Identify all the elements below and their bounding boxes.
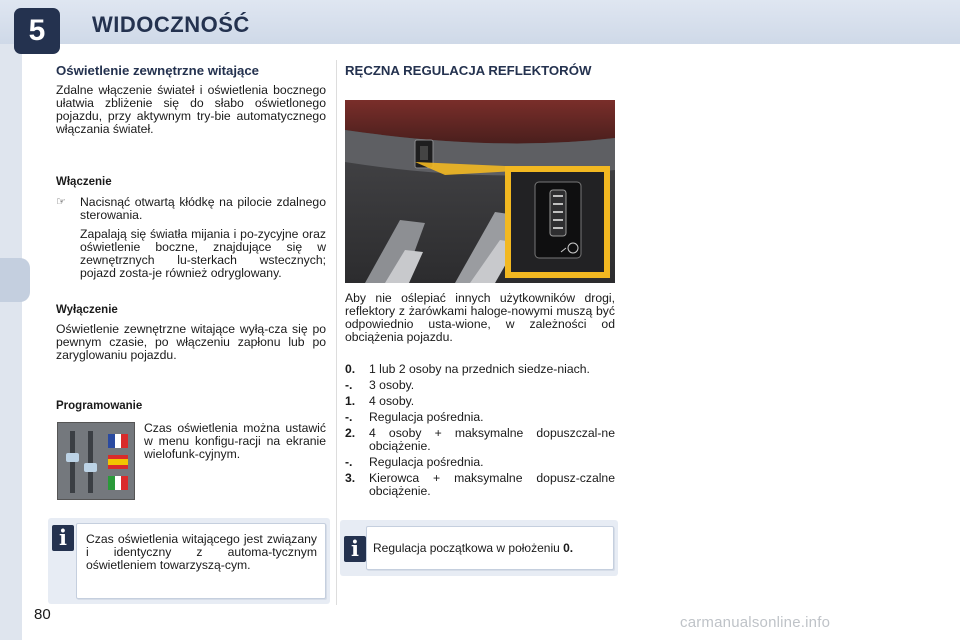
load-position-key: 3. bbox=[345, 471, 356, 485]
load-position-text: 1 lub 2 osoby na przednich siedze-niach. bbox=[369, 362, 590, 376]
load-position-key: -. bbox=[345, 410, 353, 424]
subheading-switching-on: Włączenie bbox=[56, 176, 112, 188]
load-position-list bbox=[345, 363, 615, 501]
load-position-text: 3 osoby. bbox=[369, 378, 415, 392]
side-rail-tab bbox=[0, 258, 30, 302]
load-position-key: 2. bbox=[345, 426, 356, 440]
switching-on-step-text: Nacisnąć otwartą kłódkę na pilocie zdalnego sterowania. bbox=[80, 195, 326, 222]
load-position-text: Regulacja pośrednia. bbox=[369, 410, 484, 424]
info-note-right bbox=[340, 520, 618, 576]
side-rail bbox=[0, 44, 22, 640]
section-title-headlamp-adjustment: RĘCZNA REGULACJA REFLEKTORÓW bbox=[345, 63, 592, 78]
section-title-welcome-lighting: Oświetlenie zewnętrzne witające bbox=[56, 63, 260, 78]
info-icon: i bbox=[52, 525, 74, 551]
info-note-right-text bbox=[366, 526, 614, 570]
switching-off-description: Oświetlenie zewnętrzne witające wyłą-cza się po pewnym czasie, po włączeniu zapłonu lub po zaryglowaniu pojazdu. bbox=[56, 322, 326, 362]
page-number: 80 bbox=[34, 606, 51, 623]
load-position-item bbox=[345, 363, 615, 376]
load-position-text: 4 osoby. bbox=[369, 394, 415, 408]
subheading-programming: Programowanie bbox=[56, 400, 143, 412]
load-position-item bbox=[345, 472, 615, 498]
load-position-text: 4 osoby + maksymalne dopuszczal-ne obciążenie. bbox=[369, 426, 615, 453]
subheading-switching-off: Wyłączenie bbox=[56, 304, 118, 316]
page-title: WIDOCZNOŚĆ bbox=[92, 12, 250, 37]
settings-menu-image bbox=[57, 422, 135, 500]
load-position-item bbox=[345, 411, 615, 424]
load-position-text: Regulacja pośrednia. bbox=[369, 455, 484, 469]
info-note-right-value: 0. bbox=[563, 541, 574, 555]
chapter-badge: 5 bbox=[14, 8, 60, 54]
load-position-item bbox=[345, 427, 615, 453]
info-icon: i bbox=[344, 536, 366, 562]
switching-on-step bbox=[56, 196, 326, 222]
headlamp-adjustment-intro: Aby nie oślepiać innych użytkowników drogi, reflektory z żarówkami haloge-nowymi muszą być odpowiednio usta-wione, w zależności od obciążenia pojazdu. bbox=[345, 291, 615, 344]
load-position-key: -. bbox=[345, 455, 353, 469]
switching-on-description: Zapalają się światła mijania i po-zycyjne oraz oświetlenie boczne, znajdujące się w zewnętrznych lu-sterkach wstecznych; pojazd zosta-je również odryglowany. bbox=[80, 227, 326, 280]
welcome-lighting-intro: Zdalne włączenie świateł i oświetlenia bocznego ułatwia zbliżenie się do słabo oświetlonego pojazdu, przy aktywnym try-bie automatycznego włączania świateł. bbox=[56, 83, 326, 136]
load-position-item bbox=[345, 395, 615, 408]
info-note-left bbox=[48, 518, 330, 604]
load-position-key: 1. bbox=[345, 394, 356, 408]
load-position-key: 0. bbox=[345, 362, 356, 376]
programming-description: Czas oświetlenia można ustawić w menu konfigu-racji na ekranie wielofunk-cyjnym. bbox=[144, 421, 326, 461]
pointing-hand-icon: ☞ bbox=[56, 196, 66, 208]
headlamp-adjuster-photo bbox=[345, 100, 615, 283]
info-note-left-text: Czas oświetlenia witającego jest związany i identyczny z automa-tycznym oświetleniem towarzyszą-cym. bbox=[76, 523, 326, 599]
watermark: carmanualsonline.info bbox=[680, 614, 831, 631]
load-position-key: -. bbox=[345, 378, 353, 392]
load-position-item bbox=[345, 456, 615, 469]
column-divider bbox=[336, 60, 337, 605]
info-note-right-label: Regulacja początkowa w położeniu bbox=[373, 541, 560, 555]
load-position-text: Kierowca + maksymalne dopusz-czalne obciążenie. bbox=[369, 471, 615, 498]
load-position-item bbox=[345, 379, 615, 392]
